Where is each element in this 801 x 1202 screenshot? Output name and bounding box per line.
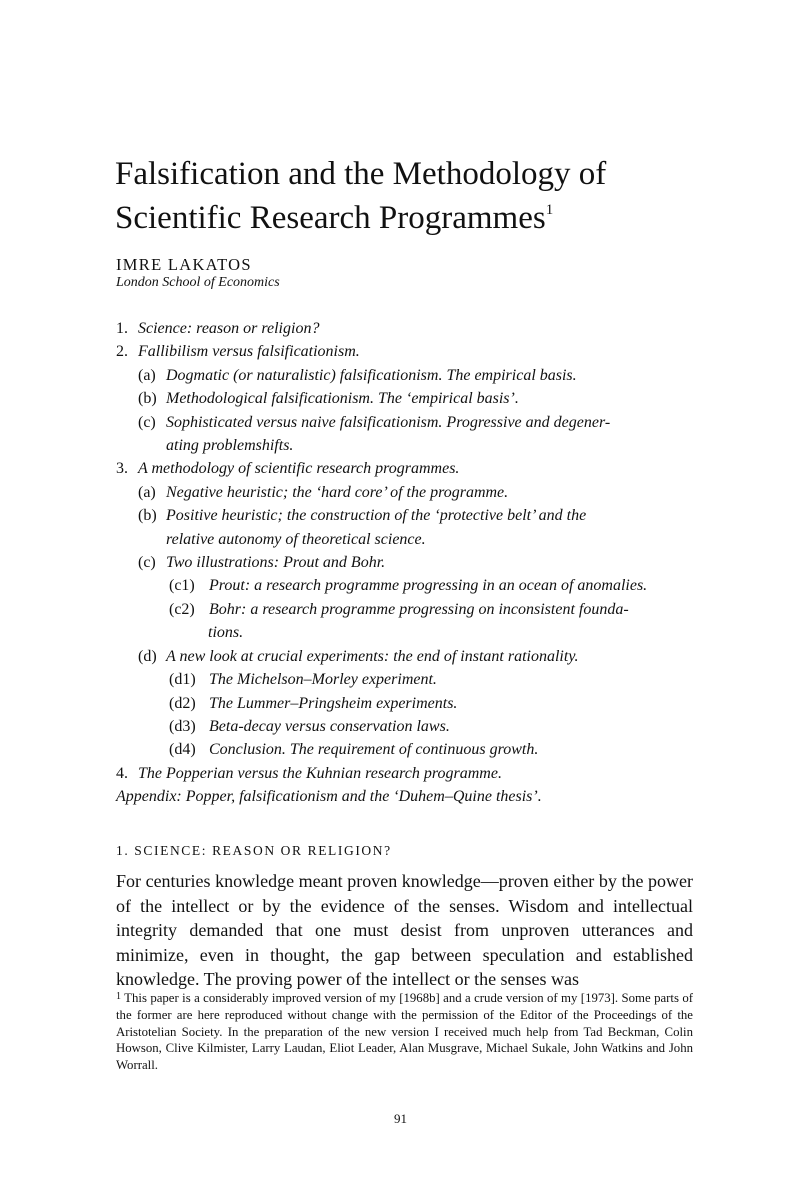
toc-number: (b)	[138, 507, 157, 525]
toc-number: (d)	[138, 647, 157, 665]
paper-title	[115, 156, 715, 236]
title-footnote-mark: 1	[545, 202, 554, 218]
toc-number: (d3)	[169, 717, 196, 735]
toc-item	[116, 340, 696, 363]
toc-text: Negative heuristic; the ‘hard core’ of the programme.	[166, 483, 509, 501]
toc-item-continuation	[116, 528, 696, 551]
toc-item	[116, 364, 696, 387]
toc-item-continuation	[116, 621, 696, 644]
toc-text: Positive heuristic; the construction of the ‘protective belt’ and the	[166, 507, 587, 525]
toc-text: Conclusion. The requirement of continuous growth.	[209, 741, 539, 759]
toc-text: The Popperian versus the Kuhnian research programme.	[138, 764, 502, 782]
toc-number: (c)	[138, 554, 156, 572]
toc-number: 3.	[116, 460, 128, 478]
toc-item	[116, 738, 696, 761]
toc-item	[116, 457, 696, 480]
page-number: 91	[394, 1111, 407, 1126]
toc-item	[116, 762, 696, 785]
toc-number: 2.	[116, 343, 128, 361]
footnote-text: This paper is a considerably improved version of my [1968b] and a crude version of my [1973]. Some parts of the former are here reproduced without change with the permission of the Editor of the Proceedings of the Aristotelian Society. In the preparation of the new version I received much help from Tad Beckman, Colin Howson, Clive Kilmister, Larry Laudan, Eliot Leader, Alan Musgrave, Michael Sukale, John Watkins and John Worrall.	[116, 991, 693, 1073]
toc-item	[116, 692, 696, 715]
toc-text: tions.	[208, 624, 244, 642]
toc-item	[116, 598, 696, 621]
toc-item	[116, 411, 696, 434]
author-affiliation: London School of Economics	[116, 275, 280, 290]
toc-item-continuation	[116, 434, 696, 457]
toc-text: ating problemshifts.	[166, 437, 294, 455]
toc-number: 4.	[116, 764, 128, 782]
toc-item	[116, 387, 696, 410]
toc-number: (a)	[138, 366, 156, 384]
table-of-contents	[116, 317, 696, 809]
toc-item	[116, 551, 696, 574]
toc-number: (a)	[138, 483, 156, 501]
title-line-1: Falsification and the Methodology of	[115, 156, 607, 192]
toc-text: Beta-decay versus conservation laws.	[209, 717, 450, 735]
toc-text: Bohr: a research programme progressing on inconsistent founda-	[209, 600, 629, 618]
author-name: IMRE LAKATOS	[116, 255, 252, 274]
toc-text: Fallibilism versus falsificationism.	[138, 343, 360, 361]
toc-text: A new look at crucial experiments: the end of instant rationality.	[166, 647, 579, 665]
toc-number: 1.	[116, 320, 128, 337]
toc-item	[116, 504, 696, 527]
toc-number: (c)	[138, 413, 156, 431]
toc-text: Sophisticated versus naive falsificationism. Progressive and degener-	[166, 413, 611, 431]
toc-text: Two illustrations: Prout and Bohr.	[166, 554, 386, 572]
toc-text: Dogmatic (or naturalistic) falsificationism. The empirical basis.	[166, 366, 577, 384]
toc-number: (b)	[138, 390, 157, 408]
toc-text: A methodology of scientific research programmes.	[138, 460, 460, 478]
toc-text: The Lummer–Pringsheim experiments.	[209, 694, 458, 712]
toc-text: relative autonomy of theoretical science.	[166, 530, 426, 548]
toc-text: Methodological falsificationism. The ‘empirical basis’.	[166, 390, 519, 408]
toc-item	[116, 715, 696, 738]
toc-text: Appendix: Popper, falsificationism and the ‘Duhem–Quine thesis’.	[116, 788, 542, 806]
toc-number: (d2)	[169, 694, 196, 712]
toc-number: (c1)	[169, 577, 195, 595]
footnote-mark: 1	[116, 991, 121, 1002]
body-paragraph: For centuries knowledge meant proven knowledge—proven either by the power of the intellect or by the evidence of the senses. Wisdom and intellectual integrity demanded that one must desist from unproven utterances and minimize, even in thought, the gap between speculation and established knowledge. The proving power of the intellect or the senses was	[116, 871, 693, 990]
footnote	[116, 989, 693, 1074]
toc-text: Science: reason or religion?	[138, 320, 320, 337]
toc-item	[116, 481, 696, 504]
toc-item	[116, 317, 696, 340]
section-heading: 1. SCIENCE: REASON OR RELIGION?	[116, 843, 392, 858]
toc-number: (d1)	[169, 671, 196, 689]
toc-item	[116, 668, 696, 691]
toc-number: (d4)	[169, 741, 196, 759]
toc-item	[116, 574, 696, 597]
toc-text: The Michelson–Morley experiment.	[209, 671, 437, 689]
toc-item-appendix	[116, 785, 696, 808]
toc-text: Prout: a research programme progressing in an ocean of anomalies.	[209, 577, 648, 595]
title-line-2: Scientific Research Programmes	[115, 200, 546, 236]
toc-item	[116, 645, 696, 668]
toc-number: (c2)	[169, 600, 195, 618]
